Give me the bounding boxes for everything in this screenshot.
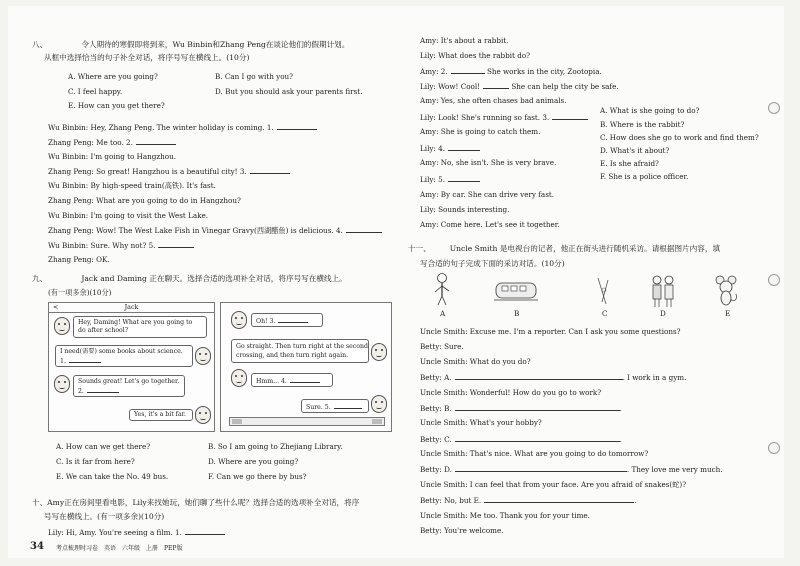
answer-blank[interactable] <box>278 316 308 323</box>
s11-header: 十一、 Uncle Smith 是电视台的记者，他正在街头进行随机采访。请根据图片内容，填 <box>408 244 721 253</box>
picture-a-coach-icon <box>428 272 458 306</box>
s9-option-c: C. Is it far from here? <box>56 457 135 466</box>
s11-line: Betty: No, but E. . <box>420 496 637 505</box>
s10-option: F. She is a police officer. <box>600 172 689 181</box>
scroll-right-icon[interactable] <box>372 419 382 424</box>
pic-label: A <box>440 309 446 318</box>
answer-blank[interactable] <box>484 495 634 503</box>
s10-line: Amy: By car. She can drive very fast. <box>420 190 555 199</box>
answer-blank[interactable] <box>250 166 290 174</box>
answer-blank[interactable] <box>334 402 362 409</box>
s8-line: Zhang Peng: What are you going to do in Hangzhou? <box>48 196 241 205</box>
s10-option: D. What's it about? <box>600 146 670 155</box>
s8-line: Zhang Peng: OK. <box>48 255 110 264</box>
s8-line: Zhang Peng: Wow! The West Lake Fish in Vinegar Gravy(西湖醋鱼) is delicious. 4. <box>48 225 382 235</box>
s10-line: Amy: She is going to catch them. <box>420 127 541 136</box>
chat-bubble: Yes, it's a bit far. <box>129 409 193 421</box>
s10-line: Amy: Yes, she often chases bad animals. <box>420 96 567 105</box>
s10-line: Lily: What does the rabbit do? <box>420 51 530 60</box>
picture-b-subway-icon <box>494 280 538 302</box>
s9-option-a: A. How can we get there? <box>56 442 151 451</box>
s10-line: Lily: 4. <box>420 143 480 153</box>
daming-avatar-icon <box>371 343 387 361</box>
answer-blank[interactable] <box>448 174 480 182</box>
s10-option: E. Is she afraid? <box>600 159 659 168</box>
answer-blank[interactable] <box>455 434 620 442</box>
s10-line: Amy: It's about a rabbit. <box>420 36 509 45</box>
answer-blank[interactable] <box>455 403 620 411</box>
s10-line: Lily: Look! She's running so fast. 3. <box>420 112 588 122</box>
picture-d-grandparents-icon <box>648 274 678 308</box>
s9-option-d: D. Where are you going? <box>208 457 299 466</box>
s10-option: B. Where is the rabbit? <box>600 120 685 129</box>
binder-hole-icon <box>768 102 780 114</box>
chat-bubble: I need(需要) some books about science. 1. <box>55 345 193 367</box>
s11-line: Betty: C. . <box>420 435 622 444</box>
answer-blank[interactable] <box>483 81 509 89</box>
answer-blank[interactable] <box>158 240 194 248</box>
answer-blank[interactable] <box>455 372 623 380</box>
picture-e-mouse-icon <box>714 274 740 306</box>
scroll-left-icon[interactable] <box>232 419 242 424</box>
answer-blank[interactable] <box>552 112 588 120</box>
s11-line: Betty: You're welcome. <box>420 526 504 535</box>
s10-line: Lily: 5. <box>420 174 480 184</box>
s10-line: Lily: Wow! Cool! She can help the city be safe. <box>420 82 619 91</box>
s8-line: Wu Binbin: By high-speed train(高铁). It's fast. <box>48 181 216 190</box>
chat-bubble: Oh! 3. <box>251 313 323 327</box>
pic-label: B <box>514 309 520 318</box>
daming-avatar-icon <box>371 395 387 413</box>
s8-header: 八、 令人期待的寒假即将到来，Wu Binbin和Zhang Peng在谈论他们的假期计划。 <box>32 40 350 49</box>
jack-avatar-icon <box>54 375 70 393</box>
answer-blank[interactable] <box>451 66 485 74</box>
pic-label: E <box>725 309 731 318</box>
s9-option-b: B. So I am going to Zhejiang Library. <box>208 442 343 451</box>
s11-line: Uncle Smith: What do you do? <box>420 357 531 366</box>
footer-text: 考点梳理时习卷 英语 六年级 上册 PEP版 <box>56 545 183 552</box>
binder-hole-icon <box>768 442 780 454</box>
jack-avatar-icon <box>231 311 247 329</box>
s8-option-a: A. Where are you going? <box>68 72 158 81</box>
jack-avatar-icon <box>231 369 247 387</box>
s8-option-b: B. Can I go with you? <box>215 72 294 81</box>
s11-line: Betty: B. . <box>420 404 622 413</box>
back-arrow-icon[interactable]: < <box>53 303 59 311</box>
daming-avatar-icon <box>195 406 211 424</box>
chat-bubble: Sure. 5. <box>301 399 369 413</box>
s9-note: (有一项多余)(10分) <box>48 288 112 297</box>
worksheet-page <box>8 6 784 558</box>
s8-option-d: D. But you should ask your parents first. <box>215 87 363 96</box>
s8-line: Wu Binbin: Hey, Zhang Peng. The winter holiday is coming. 1. <box>48 122 317 132</box>
answer-blank[interactable] <box>290 376 320 383</box>
chat-window-left <box>48 302 215 432</box>
chat-title: Jack <box>124 303 139 311</box>
s8-header2: 从框中选择恰当的句子补全对话，将序号写在横线上。(10分) <box>44 53 250 62</box>
chat-bubble: Go straight. Then turn right at the second crossing, and then turn right again. <box>231 339 369 363</box>
page-number: 34 <box>30 541 44 552</box>
s11-line: Uncle Smith: Excuse me. I'm a reporter. Can I ask you some questions? <box>420 327 681 336</box>
s9-header: 九、 Jack and Daming 正在聊天。选择合适的选项补全对话，将序号写在横线上。 <box>32 274 347 283</box>
answer-blank[interactable] <box>87 386 119 393</box>
s9-option-f: F. Can we go there by bus? <box>208 472 307 481</box>
s11-line: Uncle Smith: That's nice. What are you going to do tomorrow? <box>420 449 649 458</box>
binder-hole-icon <box>768 274 780 286</box>
s10-header: 十、Amy正在房间里看电影，Lily来找她玩，她们聊了些什么呢？选择合适的选项补全对话，将序 <box>32 498 360 507</box>
answer-blank[interactable] <box>185 527 225 535</box>
s11-line: Betty: D. . They love me very much. <box>420 465 723 474</box>
s8-line: Zhang Peng: So great! Hangzhou is a beautiful city! 3. <box>48 166 290 176</box>
answer-blank[interactable] <box>69 356 101 363</box>
s10-line: Amy: No, she isn't. She is very brave. <box>420 158 557 167</box>
answer-blank[interactable] <box>277 122 317 130</box>
chat-bubble: Hey, Daming! What are you going to do after school? <box>73 316 207 338</box>
chat-bubble: Hmm... 4. <box>251 373 333 387</box>
s8-line: Wu Binbin: Sure. Why not? 5. <box>48 240 194 250</box>
s10-line: Amy: Come here. Let's see it together. <box>420 220 560 229</box>
s11-line: Uncle Smith: I can feel that from your face. Are you afraid of snakes(蛇)? <box>420 480 687 489</box>
s11-line: Betty: Sure. <box>420 342 464 351</box>
pic-label: C <box>602 309 608 318</box>
scrollbar[interactable] <box>229 417 385 426</box>
s10-option: C. How does she go to work and find them? <box>600 133 759 142</box>
daming-avatar-icon <box>195 347 211 365</box>
chat-bubble: Sounds great! Let's go together. 2. <box>73 375 185 397</box>
s11-line: Uncle Smith: Me too. Thank you for your time. <box>420 511 590 520</box>
answer-blank[interactable] <box>346 225 382 233</box>
s8-line: Zhang Peng: Me too. 2. <box>48 137 176 147</box>
jack-avatar-icon <box>54 317 70 335</box>
s8-line: Wu Binbin: I'm going to Hangzhou. <box>48 152 177 161</box>
chat-window-right <box>220 302 392 432</box>
answer-blank[interactable] <box>455 464 627 472</box>
s8-line: Wu Binbin: I'm going to visit the West Lake. <box>48 211 209 220</box>
picture-c-hobby-icon <box>592 274 614 306</box>
pic-label: D <box>660 309 666 318</box>
s11-line: Uncle Smith: Wonderful! How do you go to work? <box>420 388 602 397</box>
s9-option-e: E. We can take the No. 49 bus. <box>56 472 169 481</box>
s11-line: Betty: A. . I work in a gym. <box>420 373 687 382</box>
s10-line: Lily: Sounds interesting. <box>420 205 510 214</box>
s10-line: Amy: 2. She works in the city, Zootopia. <box>420 67 602 76</box>
s11-line: Uncle Smith: What's your hobby? <box>420 418 542 427</box>
s10-line: Lily: Hi, Amy. You're seeing a film. 1. <box>48 527 225 537</box>
s10-header2: 号写在横线上。(有一项多余)(10分) <box>44 512 165 521</box>
s8-option-e: E. How can you get there? <box>68 101 165 110</box>
s11-header2: 写合适的句子完成下面的采访对话。(10分) <box>420 259 565 268</box>
answer-blank[interactable] <box>136 137 176 145</box>
chat-titlebar <box>49 303 214 313</box>
answer-blank[interactable] <box>448 143 480 151</box>
s8-option-c: C. I feel happy. <box>68 87 123 96</box>
s10-option: A. What is she going to do? <box>600 106 700 115</box>
